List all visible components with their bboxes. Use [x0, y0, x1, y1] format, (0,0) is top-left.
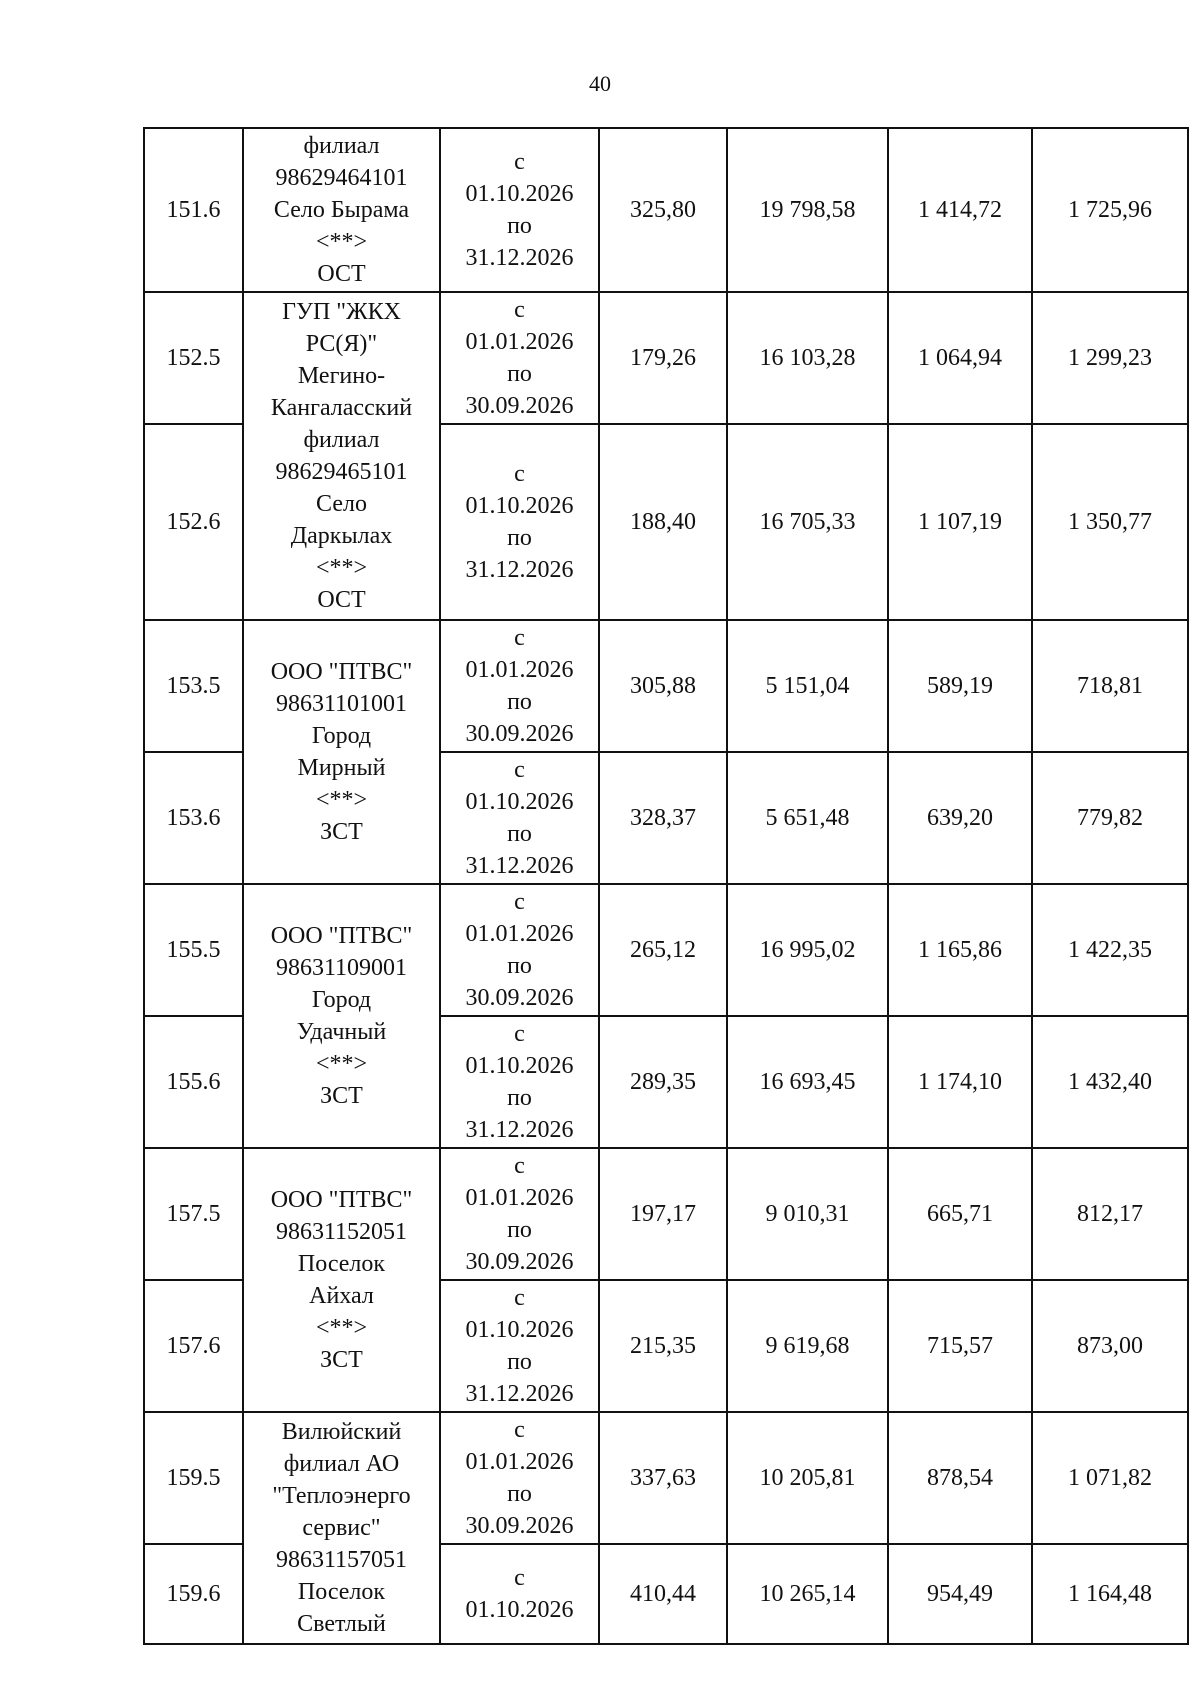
table-row [144, 292, 1188, 424]
organization-line: Мегино- [297, 363, 386, 389]
value-cell: 1 107,19 [888, 424, 1032, 620]
period-cell [440, 1016, 599, 1148]
period-line: по [507, 689, 532, 715]
value-cell: 718,81 [1032, 620, 1188, 752]
organization-line: ОСТ [317, 587, 366, 613]
table-row [144, 1412, 1188, 1544]
row-number: 153.5 [144, 620, 243, 752]
value-cell: 337,63 [599, 1412, 727, 1544]
period-line: 30.09.2026 [465, 721, 574, 747]
period-line: по [507, 361, 532, 387]
value-cell: 779,82 [1032, 752, 1188, 884]
period-line: по [507, 1085, 532, 1111]
value-cell: 16 705,33 [727, 424, 888, 620]
period-line: с [514, 1565, 525, 1591]
value-cell: 16 693,45 [727, 1016, 888, 1148]
organization-line: 98631109001 [275, 955, 408, 981]
table-row [144, 1148, 1188, 1280]
organization-cell [243, 620, 440, 884]
period-line: с [514, 757, 525, 783]
table-row [144, 128, 1188, 292]
organization-line: 98629464101 [275, 165, 408, 191]
value-cell: 289,35 [599, 1016, 727, 1148]
page-number: 40 [589, 71, 611, 96]
period-cell [440, 128, 599, 292]
period-line: с [514, 1153, 525, 1179]
value-cell: 1 164,48 [1032, 1544, 1188, 1644]
value-cell: 1 422,35 [1032, 884, 1188, 1016]
row-number: 153.6 [144, 752, 243, 884]
organization-line: <**> [315, 1315, 368, 1341]
period-line: 01.10.2026 [465, 1317, 574, 1343]
organization-line: Светлый [297, 1611, 386, 1637]
period-cell [440, 752, 599, 884]
value-cell: 10 265,14 [727, 1544, 888, 1644]
value-cell: 1 350,77 [1032, 424, 1188, 620]
value-cell: 639,20 [888, 752, 1032, 884]
period-line: с [514, 625, 525, 651]
row-number: 159.6 [144, 1544, 243, 1644]
period-cell [440, 884, 599, 1016]
period-cell [440, 1544, 599, 1644]
value-cell: 665,71 [888, 1148, 1032, 1280]
row-number: 159.5 [144, 1412, 243, 1544]
period-line: 31.12.2026 [465, 557, 574, 583]
period-line: 31.12.2026 [465, 1117, 574, 1143]
value-cell: 325,80 [599, 128, 727, 292]
row-number: 155.6 [144, 1016, 243, 1148]
period-line: с [514, 1285, 525, 1311]
period-line: по [507, 525, 532, 551]
value-cell: 328,37 [599, 752, 727, 884]
tariff-table [143, 127, 1189, 1645]
row-number: 155.5 [144, 884, 243, 1016]
organization-line: Поселок [297, 1251, 386, 1277]
organization-line: 98631152051 [275, 1219, 408, 1245]
period-line: с [514, 1021, 525, 1047]
organization-line: филиал АО [283, 1451, 400, 1477]
value-cell: 16 103,28 [727, 292, 888, 424]
value-cell: 812,17 [1032, 1148, 1188, 1280]
organization-line: ООО "ПТВС" [270, 1187, 413, 1213]
value-cell: 589,19 [888, 620, 1032, 752]
organization-cell [243, 128, 440, 292]
value-cell: 954,49 [888, 1544, 1032, 1644]
organization-line: <**> [315, 555, 368, 581]
period-line: с [514, 1417, 525, 1443]
period-line: 01.01.2026 [465, 329, 574, 355]
organization-line: ЗСТ [320, 1347, 363, 1373]
period-line: 01.01.2026 [465, 657, 574, 683]
period-line: по [507, 953, 532, 979]
period-line: 31.12.2026 [465, 1381, 574, 1407]
organization-cell [243, 292, 440, 620]
organization-line: Город [311, 723, 372, 749]
period-cell [440, 1280, 599, 1412]
value-cell: 1 725,96 [1032, 128, 1188, 292]
value-cell: 5 651,48 [727, 752, 888, 884]
period-line: 30.09.2026 [465, 985, 574, 1011]
period-line: 01.10.2026 [465, 789, 574, 815]
period-cell [440, 292, 599, 424]
value-cell: 1 064,94 [888, 292, 1032, 424]
organization-line: Город [311, 987, 372, 1013]
value-cell: 1 165,86 [888, 884, 1032, 1016]
period-line: с [514, 889, 525, 915]
organization-line: 98631101001 [275, 691, 408, 717]
period-line: 01.01.2026 [465, 1185, 574, 1211]
organization-cell [243, 1412, 440, 1644]
organization-line: ГУП "ЖКХ [282, 299, 401, 325]
value-cell: 873,00 [1032, 1280, 1188, 1412]
table-row [144, 620, 1188, 752]
period-line: с [514, 297, 525, 323]
period-line: 01.01.2026 [465, 921, 574, 947]
organization-line: Удачный [296, 1019, 387, 1045]
value-cell: 215,35 [599, 1280, 727, 1412]
period-line: 30.09.2026 [465, 1513, 574, 1539]
organization-line: Вилюйский [281, 1419, 402, 1445]
organization-line: ЗСТ [320, 1083, 363, 1109]
period-line: 01.10.2026 [465, 1597, 574, 1623]
value-cell: 1 299,23 [1032, 292, 1188, 424]
period-line: 30.09.2026 [465, 1249, 574, 1275]
value-cell: 265,12 [599, 884, 727, 1016]
table-row [144, 884, 1188, 1016]
value-cell: 188,40 [599, 424, 727, 620]
period-cell [440, 1412, 599, 1544]
value-cell: 305,88 [599, 620, 727, 752]
organization-line: ОСТ [317, 261, 366, 287]
organization-line: сервис" [302, 1515, 381, 1541]
organization-line: "Теплоэнерго [272, 1483, 411, 1509]
period-line: по [507, 1217, 532, 1243]
period-line: 01.01.2026 [465, 1449, 574, 1475]
period-line: по [507, 1349, 532, 1375]
value-cell: 16 995,02 [727, 884, 888, 1016]
value-cell: 10 205,81 [727, 1412, 888, 1544]
organization-line: РС(Я)" [305, 331, 378, 357]
value-cell: 1 071,82 [1032, 1412, 1188, 1544]
period-line: 30.09.2026 [465, 393, 574, 419]
organization-line: 98631157051 [275, 1547, 408, 1573]
value-cell: 715,57 [888, 1280, 1032, 1412]
row-number: 152.6 [144, 424, 243, 620]
period-line: с [514, 149, 525, 175]
value-cell: 410,44 [599, 1544, 727, 1644]
period-line: 31.12.2026 [465, 245, 574, 271]
organization-line: Село Бырама [273, 197, 410, 223]
organization-line: Даркылах [290, 523, 393, 549]
period-cell [440, 424, 599, 620]
organization-line: ООО "ПТВС" [270, 923, 413, 949]
organization-cell [243, 884, 440, 1148]
organization-line: филиал [303, 133, 380, 159]
row-number: 157.5 [144, 1148, 243, 1280]
organization-line: ООО "ПТВС" [270, 659, 413, 685]
row-number: 151.6 [144, 128, 243, 292]
organization-line: <**> [315, 229, 368, 255]
period-line: 01.10.2026 [465, 1053, 574, 1079]
value-cell: 197,17 [599, 1148, 727, 1280]
organization-line: Кангаласский [270, 395, 413, 421]
row-number: 157.6 [144, 1280, 243, 1412]
period-line: по [507, 1481, 532, 1507]
organization-line: Айхал [309, 1283, 374, 1309]
organization-cell [243, 1148, 440, 1412]
value-cell: 878,54 [888, 1412, 1032, 1544]
organization-line: Село [316, 491, 367, 517]
period-cell [440, 1148, 599, 1280]
organization-line: 98629465101 [275, 459, 408, 485]
value-cell: 9 619,68 [727, 1280, 888, 1412]
row-number: 152.5 [144, 292, 243, 424]
value-cell: 1 432,40 [1032, 1016, 1188, 1148]
organization-line: филиал [303, 427, 380, 453]
value-cell: 1 414,72 [888, 128, 1032, 292]
value-cell: 179,26 [599, 292, 727, 424]
period-line: с [514, 461, 525, 487]
period-line: 01.10.2026 [465, 181, 574, 207]
organization-line: Мирный [297, 755, 386, 781]
period-line: 01.10.2026 [465, 493, 574, 519]
value-cell: 5 151,04 [727, 620, 888, 752]
period-line: по [507, 213, 532, 239]
organization-line: <**> [315, 1051, 368, 1077]
period-line: 31.12.2026 [465, 853, 574, 879]
organization-line: ЗСТ [320, 819, 363, 845]
period-cell [440, 620, 599, 752]
period-line: по [507, 821, 532, 847]
value-cell: 19 798,58 [727, 128, 888, 292]
organization-line: Поселок [297, 1579, 386, 1605]
value-cell: 1 174,10 [888, 1016, 1032, 1148]
organization-line: <**> [315, 787, 368, 813]
value-cell: 9 010,31 [727, 1148, 888, 1280]
